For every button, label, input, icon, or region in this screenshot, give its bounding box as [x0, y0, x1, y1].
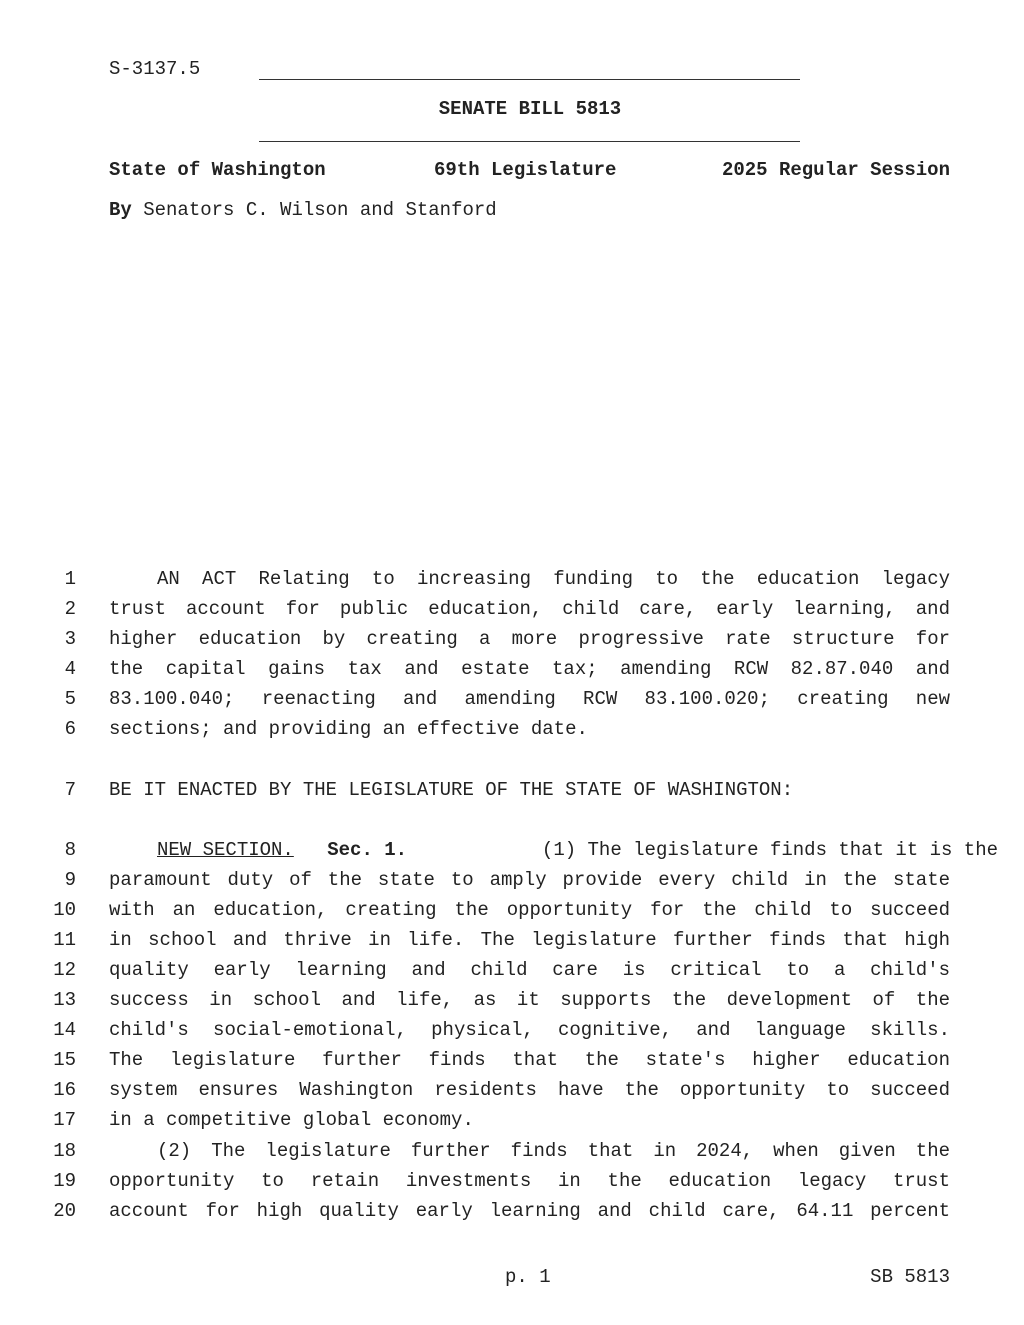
bill-title: SENATE BILL 5813 — [438, 98, 622, 120]
body-line — [0, 839, 1024, 869]
section-number: Sec. 1. — [327, 839, 408, 861]
line-text: system ensures Washington residents have the opportunity to succeed — [109, 1079, 950, 1101]
line-number: 6 — [64, 718, 76, 740]
line-number: 15 — [53, 1049, 76, 1071]
sponsors: Senators C. Wilson and Stanford — [143, 199, 497, 221]
line-number: 8 — [64, 839, 76, 861]
body-line — [0, 718, 1024, 748]
body-line — [0, 688, 1024, 718]
line-text: child's social-emotional, physical, cognitive, and language skills. — [109, 1019, 950, 1041]
line-text: opportunity to retain investments in the education legacy trust — [109, 1170, 950, 1192]
line-text: success in school and life, as it supports the development of the — [109, 989, 950, 1011]
body-line — [0, 959, 1024, 989]
new-section-label: NEW SECTION. — [157, 839, 294, 861]
line-number: 5 — [64, 688, 76, 710]
page-number: p. 1 — [505, 1266, 551, 1288]
body-line — [0, 1170, 1024, 1200]
line-text: account for high quality early learning and child care, 64.11 percent — [109, 1200, 950, 1222]
body-line — [0, 1049, 1024, 1079]
body-line — [0, 779, 1024, 809]
line-number: 16 — [53, 1079, 76, 1101]
line-number: 4 — [64, 658, 76, 680]
state-label: State of Washington — [109, 159, 326, 181]
line-number: 7 — [64, 779, 76, 801]
body-line — [0, 598, 1024, 628]
body-line — [0, 658, 1024, 688]
line-text: AN ACT Relating to increasing funding to the education legacy — [157, 568, 950, 590]
document-id: S-3137.5 — [109, 58, 201, 80]
body-line — [0, 628, 1024, 658]
line-number: 14 — [53, 1019, 76, 1041]
line-number: 9 — [64, 869, 76, 891]
line-number: 18 — [53, 1140, 76, 1162]
line-number: 10 — [53, 899, 76, 921]
line-text: the capital gains tax and estate tax; amending RCW 82.87.040 and — [109, 658, 950, 680]
line-text: paramount duty of the state to amply provide every child in the state — [109, 869, 950, 891]
body-line — [0, 1079, 1024, 1109]
body-line — [0, 1140, 1024, 1170]
line-text: trust account for public education, child care, early learning, and — [109, 598, 950, 620]
line-number: 3 — [64, 628, 76, 650]
bill-reference: SB 5813 — [870, 1266, 950, 1288]
line-number: 17 — [53, 1109, 76, 1131]
title-top-rule — [259, 79, 800, 80]
legislature-label: 69th Legislature — [434, 159, 617, 181]
line-text: in school and thrive in life. The legislature further finds that high — [109, 929, 950, 951]
body-line — [0, 1019, 1024, 1049]
enacting-clause: BE IT ENACTED BY THE LEGISLATURE OF THE STATE OF WASHINGTON: — [109, 779, 794, 801]
line-number: 2 — [64, 598, 76, 620]
session-label: 2025 Regular Session — [721, 159, 950, 181]
body-line — [0, 899, 1024, 929]
line-number: 1 — [64, 568, 76, 590]
body-line — [0, 989, 1024, 1019]
body-line — [0, 1109, 1024, 1139]
body-line — [0, 869, 1024, 899]
line-number: 12 — [53, 959, 76, 981]
section-heading-line — [109, 839, 998, 861]
body-line — [0, 929, 1024, 959]
body-line — [0, 568, 1024, 598]
line-text: in a competitive global economy. — [109, 1109, 474, 1131]
line-number: 13 — [53, 989, 76, 1011]
body-line — [0, 1200, 1024, 1230]
line-number: 19 — [53, 1170, 76, 1192]
line-text: 83.100.040; reenacting and amending RCW 83.100.020; creating new — [109, 688, 950, 710]
line-text: with an education, creating the opportunity for the child to succeed — [109, 899, 950, 921]
line-text: sections; and providing an effective date. — [109, 718, 588, 740]
sponsors-line — [109, 199, 497, 221]
line-text: (1) The legislature finds that it is the — [541, 839, 998, 861]
title-bottom-rule — [259, 141, 800, 142]
line-text: (2) The legislature further finds that in 2024, when given the — [157, 1140, 950, 1162]
line-text: higher education by creating a more progressive rate structure for — [109, 628, 950, 650]
line-number: 11 — [53, 929, 76, 951]
line-text: The legislature further finds that the state's higher education — [109, 1049, 950, 1071]
line-text: quality early learning and child care is critical to a child's — [109, 959, 950, 981]
by-label: By — [109, 199, 132, 221]
line-number: 20 — [53, 1200, 76, 1222]
